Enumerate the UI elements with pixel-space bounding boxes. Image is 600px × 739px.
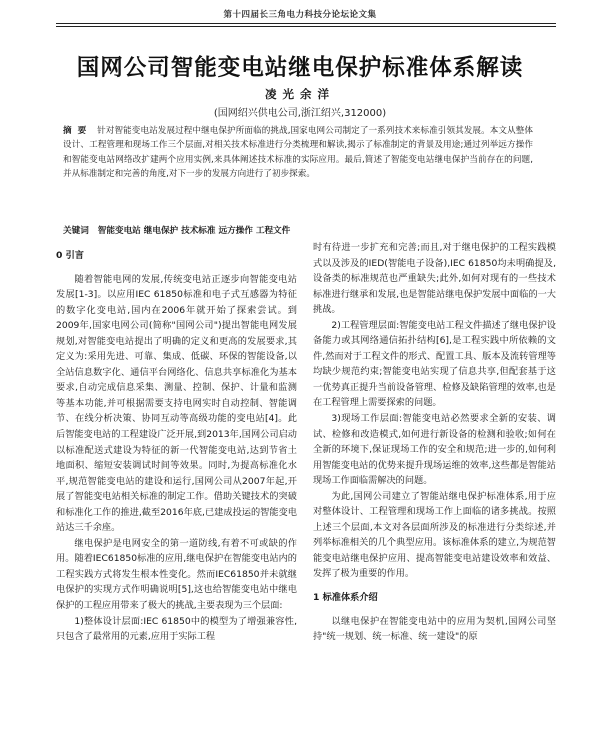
body-paragraph: 随着智能电网的发展,传统变电站正逐步向智能变电站发展[1-3]。以应用IEC 61850标准和电子式互感器为特征的数字化变电站,国内在2006年就开始了探索尝试。到2009年,国家电网公司(简称"国网公司")提出智能电网发展规划,对智能变电站提出了明确的定义和更高的发展要求,其定义为:采用先进、可靠、集成、低碳、环保的智能设备,以全站信息数字化、通信平台网络化、信息共享标准化为基本要求,自动完成信息采集、测量、控制、保护、计量和监测等基本功能,并可根据需要支持电网实时自动控制、智能调节、在线分析决策、协同互动等高级功能的变电站[4]。此后智能变电站的工程建设广泛开展,到2013年,国网公司启动以标准配送式建设为特征的新一代智能变电站,达到节省土地面积、缩短安装调试时间等效果。同时,为提高标准化水平,规范智能变电站的建设和运行,国网公司从2007年起,开展了智能变电站相关标准的制定工作。借助关键技术的突破和标准化工作的推进,截至2016年底,已建成投运的智能变电站达三千余座。 xyxy=(56,273,297,534)
author-names: 凌光余洋 xyxy=(265,87,335,101)
abstract-label: 摘要 xyxy=(63,126,93,136)
keywords-label: 关键词 xyxy=(63,226,89,236)
left-column xyxy=(56,240,297,645)
body-paragraph: 1)整体设计层面:IEC 61850中的模型为了增强兼容性,只包含了最常用的元素,应用于实际工程 xyxy=(56,615,297,643)
section-heading-intro: 0 引言 xyxy=(56,250,84,261)
body-paragraph: 为此,国网公司建立了智能站继电保护标准体系,用于应对整体设计、工程管理和现场工作上面临的诸多挑战。按照上述三个层面,本文对各层面所涉及的标准进行分类综述,并列举标准相关的几个典型应用。该标准体系的建立,为规范智能变电站继电保护应用、提高智能变电站建设效率和效益、发挥了极为重要的作用。 xyxy=(313,490,556,580)
body-paragraph: 3)现场工作层面:智能变电站必然要求全新的安装、调试、检修和改造模式,如何进行新设备的检测和验收;如何在全新的环境下,保证现场工作的安全和规范;进一步的,如何利用智能变电站的优势来提升现场运维的效率,这些都是智能站现场工作面临需解决的问题。 xyxy=(313,413,556,487)
affiliation: (国网绍兴供电公司,浙江绍兴,312000) xyxy=(213,108,387,119)
keywords xyxy=(63,224,533,236)
running-head: 第十四届长三角电力科技分论坛论文集 xyxy=(223,10,377,20)
abstract xyxy=(63,124,533,181)
paper-title: 国网公司智能变电站继电保护标准体系解读 xyxy=(76,55,524,81)
header-rule-thin xyxy=(56,26,556,27)
header-rule xyxy=(56,23,556,24)
keywords-text: 智能变电站 继电保护 技术标准 远方操作 工程文件 xyxy=(97,226,291,236)
body-paragraph: 2)工程管理层面:智能变电站工程文件描述了继电保护设备能力或其网络通信拓扑结构[6],是工程实践中所依赖的文件,然而对于工程文件的形式、配置工具、版本及流转管理等均缺少规范约束;智能变电站实现了信息共享,但配套基于这一优势真正提升当前设备管理、检修及缺陷管理的效率,也是在工程管理上需要探索的问题。 xyxy=(313,319,556,409)
section-heading-standards: 1 标准体系介绍 xyxy=(313,592,378,604)
body-paragraph: 以继电保护在智能变电站中的应用为契机,国网公司坚持"统一规划、统一标准、统一建设"的原 xyxy=(313,615,556,643)
abstract-text: 针对智能变电站发展过程中继电保护所面临的挑战,国家电网公司制定了一系列技术来标准引领其发展。本文从整体设计、工程管理和现场工作三个层面,对相关技术标准进行分类梳理和解读,揭示了标准制定的背景及用途;通过列举远方操作和智能变电站网络改扩建两个应用实例,来具体阐述技术标准的实际应用。最后,简述了智能变电站继电保护当前存在的问题,并从标准制定和完善的角度,对下一步的发展方向进行了初步探索。 xyxy=(63,126,533,179)
body-paragraph: 时有待进一步扩充和完善;而且,对于继电保护的工程实践模式以及涉及的IED(智能电子设备),IEC 61850均未明确提及,设备类的标准规范也严重缺失;此外,如何对现有的一些技术标准进行继承和发展,也是智能站继电保护发展中面临的一大挑战。 xyxy=(313,242,556,316)
body-paragraph: 继电保护是电网安全的第一道防线,有着不可或缺的作用。随着IEC61850标准的应用,继电保护在智能变电站内的工程实践方式将发生根本性变化。然而IEC61850并未就继电保护的实现方式作明确说明[5],这也给智能变电站中继电保护的工程应用带来了极大的挑战,主要表现为三个层面: xyxy=(56,537,297,612)
right-column xyxy=(313,240,556,645)
